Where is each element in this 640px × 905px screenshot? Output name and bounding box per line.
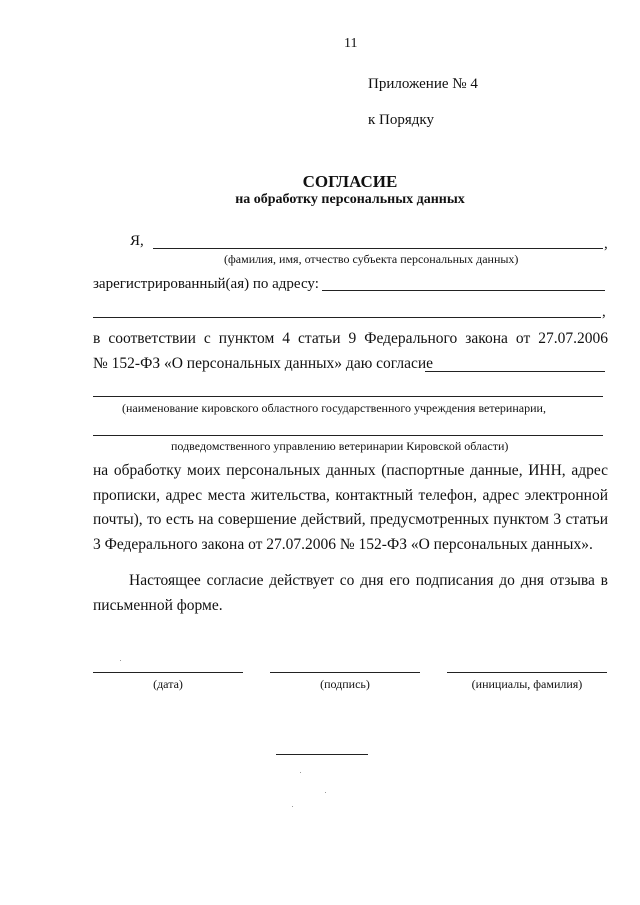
consent-body	[93, 459, 608, 618]
fio-field-line[interactable]	[153, 248, 603, 249]
i-label: Я,	[130, 233, 144, 249]
scan-speck	[120, 660, 121, 661]
agreement-line-2: № 152-ФЗ «О персональных данных» даю согласие	[93, 355, 434, 372]
initials-caption: (инициалы, фамилия)	[471, 677, 583, 691]
document-subtitle: на обработку персональных данных	[235, 192, 465, 207]
org-caption-1: (наименование кировского областного государственного учреждения ветеринарии,	[122, 401, 546, 415]
consent-org-field-line-3[interactable]	[93, 435, 603, 436]
document-title: СОГЛАСИЕ	[302, 172, 398, 191]
signature-field-line[interactable]	[270, 672, 420, 673]
address-comma: ,	[602, 304, 606, 320]
org-caption-2: подведомственного управлению ветеринарии Кировской области)	[171, 439, 509, 453]
registered-address-label: зарегистрированный(ая) по адресу:	[93, 276, 319, 292]
agreement-line-1: в соответствии с пунктом 4 статьи 9 Федерального закона от 27.07.2006	[93, 330, 608, 347]
address-field-line-2[interactable]	[93, 317, 601, 318]
date-caption: (дата)	[153, 677, 183, 691]
appendix-label: Приложение № 4	[368, 76, 478, 92]
consent-paragraph-2: Настоящее согласие действует со дня его подписания до дня отзыва в письменной форме.	[93, 572, 608, 614]
signature-caption: (подпись)	[320, 677, 370, 691]
scan-speck	[292, 806, 293, 807]
scan-speck	[300, 772, 301, 773]
closing-separator	[276, 754, 368, 755]
consent-org-field-line-2[interactable]	[93, 396, 603, 397]
page-number: 11	[344, 36, 358, 51]
date-field-line[interactable]	[93, 672, 243, 673]
initials-field-line[interactable]	[447, 672, 607, 673]
scan-speck	[325, 792, 326, 793]
consent-org-field-line-1[interactable]	[425, 371, 605, 372]
appendix-order-label: к Порядку	[368, 112, 434, 128]
fio-caption: (фамилия, имя, отчество субъекта персональных данных)	[224, 252, 519, 266]
address-field-line-1[interactable]	[322, 290, 605, 291]
fio-comma: ,	[604, 236, 608, 252]
consent-paragraph-1: на обработку моих персональных данных (паспортные данные, ИНН, адрес прописки, адрес места жительства, контактный телефон, адрес электронной почты), то есть на совершение действий, предусмотренных пунктом 3 статьи 3 Федерального закона от 27.07.2006 № 152-ФЗ «О персональных данных».	[93, 462, 608, 553]
